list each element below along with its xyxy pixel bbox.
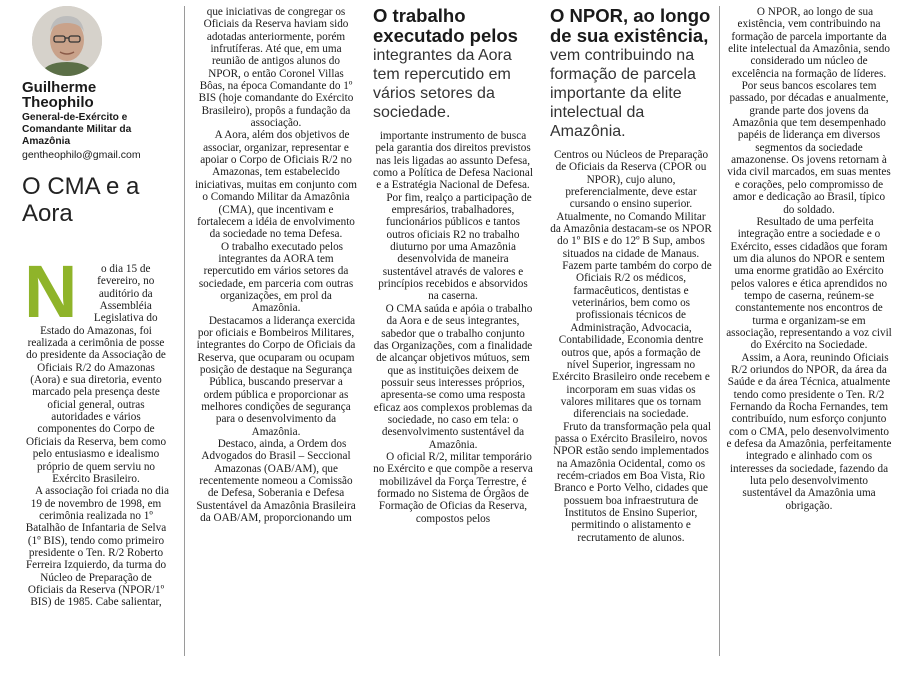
author-photo xyxy=(32,6,102,76)
pull-quote-text: vem contribuindo na formação de parcela importante da elite intelectual da Amazônia. xyxy=(550,47,696,140)
text-column-2 xyxy=(195,6,357,524)
paragraph: Destaco, ainda, a Ordem dos Advogados do Brasil – Seccional Amazonas (OAB/AM), que recentemente nomeou a Comissão de Defesa, Soberania e Defesa Sustentável da Amazônia Brasileira da OAB/AM, proporcionando um xyxy=(196,438,356,525)
paragraph: que iniciativas de congregar os Oficiais da Reserva haviam sido adotadas anteriormente, porém infrutíferas. Até que, em uma reunião de antigos alunos do NPOR, o então Coronel Villas Bôas, na época Comandante do 1º BIS (hoje comandante do Exército Brasileiro), propôs a fundação da associação. xyxy=(198,6,354,130)
paragraph: O trabalho executado pelos integrantes da AORA tem repercutido em vários setores da sociedade, em parceria com outras organizações, em prol da Amazônia. xyxy=(198,240,354,315)
pull-quote-heading: O trabalho executado pelos xyxy=(373,5,518,46)
text-column-4 xyxy=(550,6,712,544)
author-portrait-icon xyxy=(32,6,102,76)
column-rule xyxy=(719,6,720,656)
drop-cap: N xyxy=(24,250,78,333)
paragraph: Assim, a Aora, reunindo Oficiais R/2 oriundos do NPOR, da área da Saúde e da área Técnica, atualmente tendo como presidente o Ten. R/2 Fernando da Rocha Fernandes, tem contribuído, num esforço conjunto com o CMA, pelo desenvolvimento e defesa da Amazônia, perfeitamente integrado e alinhado com os interesses da sociedade, fazendo da luta pelo desenvolvimento sustentável da Amazônia uma obrigação. xyxy=(726,351,892,512)
column-rule xyxy=(184,6,185,656)
paragraph: Centros ou Núcleos de Preparação de Oficiais da Reserva (CPOR ou NPOR), cujo aluno, preferencialmente, deve estar cursando o ensino superior. Atualmente, no Comando Militar da Amazônia destacam-se os NPOR do 1º BIS e do 12º B Sup, ambos situados na cidade de Manaus. xyxy=(550,149,712,260)
paragraph: Destacamos a liderança exercida por oficiais e Bombeiros Militares, integrantes do Corpo de Oficiais da Reserva, que ocuparam ou ocupam posição de destaque na Segurança Pública, buscando preservar a ordem pública e proporcionar as melhores condições de segurança para o desenvolvimento da Amazônia. xyxy=(196,314,356,438)
paragraph: Por fim, realço a participação de empresários, trabalhadores, funcionários públicos e tantos outros oficiais R2 no trabalho diuturno por uma Amazônia desenvolvida de maneira sustentável através de valores e princípios recebidos e absorvidos na caserna. xyxy=(378,191,532,303)
paragraph: O NPOR, ao longo de sua existência, vem contribuindo na formação de parcela importante da elite intelectual da Amazônia, sendo considerado um núcleo de excelência na formação de líderes. Por seus bancos escolares tem passado, por décadas e anualmente, grande parte dos jovens da Amazônia que tem desempenhado papéis de liderança em diversos segmentos da sociedade amazonense. Os jovens retornam à vida civil marcados, em suas mentes e corações, pelo compromisso de amor e dedicação ao Brasil, típico do soldado. xyxy=(727,6,891,216)
paragraph: A associação foi criada no dia 19 de novembro de 1998, em cerimônia realizada no 1º Batalhão de Infantaria de Selva (1º BIS), tendo como primeiro presidente o Ten. R/2 Roberto Ferreira Izquierdo, da turma do Núcleo de Preparação de Oficiais da Reserva (NPOR/1º BIS) de 1985. Cabe salientar, xyxy=(25,485,169,609)
pull-quote-text: integrantes da Aora tem repercutido em vários setores da sociedade. xyxy=(373,47,512,121)
article-title: O CMA e a Aora xyxy=(22,173,140,227)
paragraph: O oficial R/2, militar temporário no Exército e que compõe a reserva mobilizável da Força Terrestre, é formado no Sistema de Órgãos de Formação de Oficias da Reserva, compostos pelos xyxy=(373,450,533,525)
paragraph: importante instrumento de busca pela garantia dos direitos previstos nas leis ligadas ao assunto Defesa, como a Política de Defesa Nacional e a Estratégia Nacional de Defesa. xyxy=(373,130,533,192)
paragraph: A Aora, além dos objetivos de associar, organizar, representar e apoiar o Corpo de Oficiais R/2 no Amazonas, tem estabelecido iniciativas, muitas em conjunto com o Comando Militar da Amazônia (CMA), que incentivam e fortalecem a idéia de envolvimento da sociedade no tema Defesa. xyxy=(195,129,357,241)
author-column xyxy=(22,6,170,609)
paragraph: Resultado de uma perfeita integração entre a sociedade e o Exército, esses cidadãos que foram um dia alunos do NPOR e sentem uma enorme gratidão ao Exército pelos valores e ética aprendidos no tempo de caserna, reúnem-se constantemente nos encontros de turma e organizam-se em associação, representando a voz civil do Exército na Sociedade. xyxy=(726,215,892,352)
paragraph: Fazem parte também do corpo de Oficiais R/2 os médicos, farmacêuticos, dentistas e veterinários, bem como os profissionais técnicos de Administração, Advocacia, Contabilidade, Economia dentre outros que, após a formação de nível Superior, ingressam no Exército Brasileiro onde recebem e incorporam em suas vidas os valores militares que os tornam diferenciais na sociedade. xyxy=(552,260,712,421)
pull-quote-heading: O NPOR, ao longo de sua existência, xyxy=(550,5,711,46)
author-role: General-de-Exército e Comandante Militar da Amazônia xyxy=(22,112,132,147)
paragraph-lead: N o dia 15 de fevereiro, no auditório da Assembléia Legislativa do Estado do Amazonas, foi realizada a cerimônia de posse do presidente da Associação de Oficiais R/2 do Amazonas (Aora) e sua diretoria, evento marcado pela presença deste oficial general, outras autoridades e vários componentes do Corpo de Oficiais da Reserva, bem como pelo entusiasmo e idealismo próprio de quem serviu no Exército Brasileiro. xyxy=(24,250,167,485)
paragraph: Fruto da transformação pela qual passa o Exército Brasileiro, novos NPOR estão sendo implementados na Amazônia Ocidental, como os recém-criados em Boa Vista, Rio Branco e Porto Velho, cidades que possuem boa infraestrutura de Institutos de Ensino Superior, permitindo o alistamento e recrutamento de alunos. xyxy=(553,420,711,544)
paragraph: O CMA saúda e apóia o trabalho da Aora e de seus integrantes, sabedor que o trabalho conjunto das Organizações, com a finalidade de alcançar objetivos mútuos, sem que as instituições deixem de possuir seus interesses próprios, apresenta-se como uma resposta eficaz aos complexos problemas da sociedade, no caso em tela: o desenvolvimento sustentável da Amazônia. xyxy=(373,302,533,451)
text-column-3 xyxy=(373,6,533,525)
author-name: Guilherme Theophilo xyxy=(22,79,97,111)
text-column-5 xyxy=(726,6,892,512)
author-email[interactable]: gentheophilo@gmail.com xyxy=(22,149,141,161)
